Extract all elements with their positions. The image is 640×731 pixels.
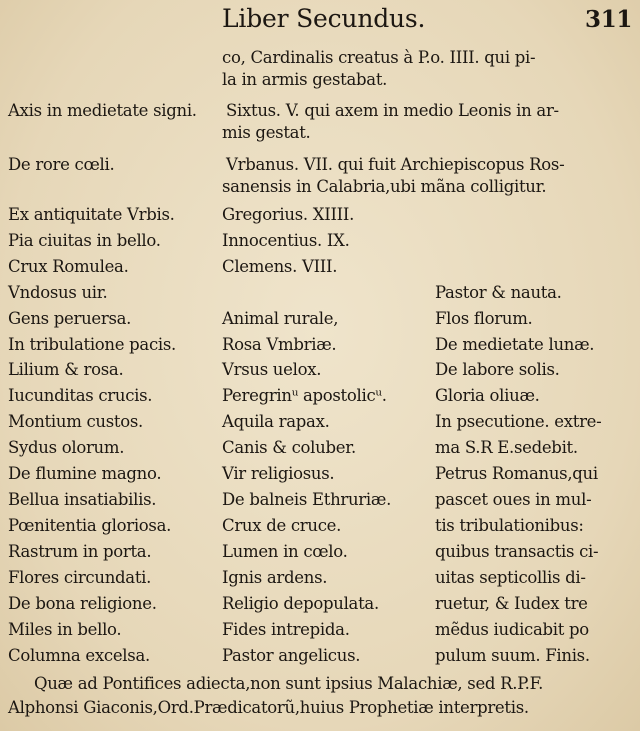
motto-right: Pastor & nauta. (435, 283, 562, 302)
motto: In tribulatione pacis. (8, 335, 176, 354)
motto-right: ruetur, & Iudex tre (435, 594, 588, 613)
running-head: Liber Secundus. (222, 4, 426, 33)
motto: Miles in bello. (8, 620, 122, 639)
motto-right: mẽdus iudicabit po (435, 620, 589, 639)
footnote-line-2: Alphonsi Giaconis,Ord.Prædicatorũ,huius Prophetiæ interpretis. (8, 698, 529, 717)
pope-name: Clemens. VIII. (222, 257, 338, 276)
motto: De bona religione. (8, 594, 157, 613)
motto-middle: Religio depopulata. (222, 594, 379, 613)
motto-middle: Lumen in cœlo. (222, 542, 348, 561)
motto: Ex antiquitate Vrbis. (8, 205, 175, 224)
motto-axis: Axis in medietate signi. (8, 101, 197, 120)
pope-urbanus-line-2: sanensis in Calabria,ubi mãna colligitur. (222, 177, 547, 196)
motto-rore: De rore cœli. (8, 155, 115, 174)
motto-middle: Animal rurale, (222, 309, 339, 328)
motto-right: tis tribulationibus: (435, 516, 584, 535)
motto-middle: Fides intrepida. (222, 620, 350, 639)
motto-right: ma S.R E.sedebit. (435, 438, 578, 457)
pope-urbanus-line-1: Vrbanus. VII. qui fuit Archiepiscopus Ros- (226, 155, 565, 174)
motto-right: Flos florum. (435, 309, 533, 328)
motto: De flumine magno. (8, 464, 162, 483)
motto-middle: Peregrinᵘ apostolicᵘ. (222, 386, 387, 405)
motto-right: Gloria oliuæ. (435, 386, 540, 405)
motto: Flores circundati. (8, 568, 152, 587)
motto-right: Petrus Romanus,qui (435, 464, 598, 483)
motto-middle: Canis & coluber. (222, 438, 356, 457)
intro-line-2: la in armis gestabat. (222, 70, 388, 89)
motto-middle: Ignis ardens. (222, 568, 328, 587)
motto-middle: De balneis Ethruriæ. (222, 490, 392, 509)
page-number: 311 (585, 6, 633, 33)
footnote-line-1: Quæ ad Pontifices adiecta,non sunt ipsius Malachiæ, sed R.P.F. (34, 674, 544, 693)
motto: Montium custos. (8, 412, 143, 431)
motto: Lilium & rosa. (8, 360, 124, 379)
motto-middle: Vir religiosus. (222, 464, 335, 483)
motto: Vndosus uir. (8, 283, 108, 302)
motto: Columna excelsa. (8, 646, 150, 665)
motto-right: pulum suum. Finis. (435, 646, 590, 665)
motto: Pœnitentia gloriosa. (8, 516, 172, 535)
motto-right: quibus transactis ci- (435, 542, 599, 561)
motto-middle: Pastor angelicus. (222, 646, 361, 665)
motto-middle: Aquila rapax. (222, 412, 330, 431)
motto: Rastrum in porta. (8, 542, 152, 561)
motto-right: In psecutione. extre- (435, 412, 602, 431)
motto: Gens peruersa. (8, 309, 132, 328)
motto: Pia ciuitas in bello. (8, 231, 161, 250)
motto: Sydus olorum. (8, 438, 125, 457)
motto: Iucunditas crucis. (8, 386, 153, 405)
motto-right: uitas septicollis di- (435, 568, 586, 587)
motto: Crux Romulea. (8, 257, 129, 276)
pope-sixtus-line-1: Sixtus. V. qui axem in medio Leonis in ar- (226, 101, 559, 120)
intro-line-1: co, Cardinalis creatus à P.o. IIII. qui pi- (222, 48, 536, 67)
motto-right: De medietate lunæ. (435, 335, 595, 354)
motto-middle: Rosa Vmbriæ. (222, 335, 337, 354)
pope-sixtus-line-2: mis gestat. (222, 123, 311, 142)
pope-name: Gregorius. XIIII. (222, 205, 355, 224)
motto-right: pascet oues in mul- (435, 490, 592, 509)
motto-right: De labore solis. (435, 360, 560, 379)
pope-name: Innocentius. IX. (222, 231, 350, 250)
motto-middle: Crux de cruce. (222, 516, 342, 535)
motto-middle: Vrsus uelox. (222, 360, 322, 379)
motto: Bellua insatiabilis. (8, 490, 157, 509)
